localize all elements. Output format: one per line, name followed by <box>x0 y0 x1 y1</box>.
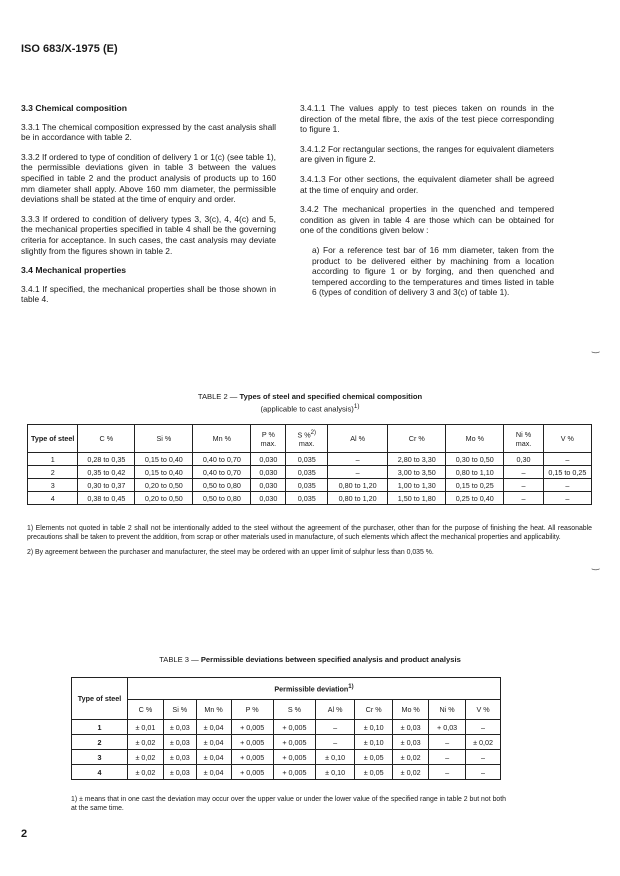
table2-header-mn: Mn % <box>193 425 251 453</box>
table3-footnote-1: 1) ± means that in one cast the deviation may occur over the upper value or under the lower value of the specified range in table 2 but not both at the same time. <box>71 796 506 812</box>
paragraph-3-4-1: 3.4.1 If specified, the mechanical properties shall be those shown in table 4. <box>21 283 276 305</box>
document-header: ISO 683/X-1975 (E) <box>21 43 118 55</box>
table3-footnotes <box>71 795 506 819</box>
right-column <box>300 103 554 307</box>
table2-header-v: V % <box>543 425 591 453</box>
table3-header-group: Permissible deviation$^{1)}$ <box>128 678 501 700</box>
paragraph-3-3-2: 3.3.2 If ordered to type of condition of delivery 1 or 1(c) (see table 1), the permissible deviations given in table 3 between the values specified in table 2 and the product analysis of products up to 160 mm diameter shall apply. Above 160 mm diameter, the permissible deviations shall be stated at the time of enquiry and order. <box>21 151 276 205</box>
table3-caption: TABLE 3 — Permissible deviations between specified analysis and product analysis <box>159 655 461 664</box>
paragraph-3-3-3: 3.3.3 If ordered to condition of delivery types 3, 3(c), 4, 4(c) and 5, the mechanical properties specified in table 4 shall be the governing criteria for acceptance. In such cases, the cast analysis may deviate slightly from the figures shown in table 2. <box>21 213 276 256</box>
table3 <box>71 677 501 780</box>
table2-header-si: Si % <box>135 425 193 453</box>
table-row: 3 0,30 to 0,37 0,20 to 0,50 0,50 to 0,80 0,030 0,035 0,80 to 1,20 1,00 to 1,30 0,15 to 0,25 – – <box>28 479 592 492</box>
table3-header-type: Type of steel <box>72 678 128 720</box>
paragraph-3-4-1-2: 3.4.1.2 For rectangular sections, the ranges for equivalent diameters are given in figure 2. <box>300 143 554 165</box>
table2 <box>27 424 592 505</box>
table-row: 3 ± 0,02 ± 0,03 ± 0,04 + 0,005 + 0,005 ± 0,10 ± 0,05 ± 0,02 – – <box>72 750 501 765</box>
table2-header-c: C % <box>78 425 135 453</box>
table-row: 1 ± 0,01 ± 0,03 ± 0,04 + 0,005 + 0,005 – ± 0,10 ± 0,03 + 0,03 – <box>72 720 501 735</box>
margin-mark: ‿ <box>592 343 600 353</box>
table2-header-ni: Ni % max. <box>504 425 543 453</box>
table2-header-cr: Cr % <box>388 425 446 453</box>
paragraph-3-3-1: 3.3.1 The chemical composition expressed by the cast analysis shall be in accordance with table 2. <box>21 121 276 143</box>
table2-footnotes <box>27 524 592 563</box>
table2-header-s: S %$^{2)}$ max. <box>286 425 328 453</box>
paragraph-3-4-1-1: 3.4.1.1 The values apply to test pieces taken on rounds in the direction of the metal fibre, the axis of the test piece corresponding to figure 1. <box>300 103 554 135</box>
section-heading-chemical-composition: 3.3 Chemical composition <box>21 103 128 113</box>
table-row: 2 ± 0,02 ± 0,03 ± 0,04 + 0,005 + 0,005 – ± 0,10 ± 0,03 – ± 0,02 <box>72 735 501 750</box>
section-heading-mechanical-properties: 3.4 Mechanical properties <box>21 265 127 276</box>
paragraph-3-4-2-a: a) For a reference test bar of 16 mm diameter, taken from the product to be delivered either by machining from a location according to figure 1 or by forging, and then quenched and tempered according to the temperatures and times listed in table 6 (types of condition of delivery 3 and 3(c) of table 1). <box>312 244 554 298</box>
table3-header-row-1 <box>72 678 501 700</box>
table2-footnote-2: 2) By agreement between the purchaser and manufacturer, the steel may be ordered with an upper limit of sulphur less than 0,035 %. <box>27 549 434 556</box>
table2-subtitle: (applicable to cast analysis) <box>260 404 354 414</box>
table3-title: Permissible deviations between specified analysis and product analysis <box>200 655 461 664</box>
table2-caption: TABLE 2 — Types of steel and specified chemical composition (applicable to cast analysis)$^{1)}$ <box>197 392 423 414</box>
table2-header-p: P % max. <box>251 425 286 453</box>
table2-header-type: Type of steel <box>28 425 78 453</box>
page-number: 2 <box>21 828 28 840</box>
table-row: 4 ± 0,02 ± 0,03 ± 0,04 + 0,005 + 0,005 ± 0,10 ± 0,05 ± 0,02 – – <box>72 765 501 780</box>
table3-header-row-2: C % Si % Mn % P % S % Al % Cr % Mo % Ni % V % <box>72 700 501 720</box>
table2-header-row <box>28 425 592 453</box>
table-row: 1 0,28 to 0,35 0,15 to 0,40 0,40 to 0,70 0,030 0,035 – 2,80 to 3,30 0,30 to 0,50 0,30 – <box>28 453 592 466</box>
table2-title: Types of steel and specified chemical composition <box>239 392 423 401</box>
table-row: 4 0,38 to 0,45 0,20 to 0,50 0,50 to 0,80 0,030 0,035 0,80 to 1,20 1,50 to 1,80 0,25 to 0,40 – – <box>28 492 592 505</box>
table2-header-mo: Mo % <box>446 425 504 453</box>
margin-mark: ‿ <box>592 560 600 570</box>
paragraph-3-4-2: 3.4.2 The mechanical properties in the quenched and tempered condition as given in table 4 are those which can be obtained for one of the conditions given below : <box>300 204 554 236</box>
left-column <box>21 103 276 314</box>
table2-footnote-1: 1) Elements not quoted in table 2 shall not be intentionally added to the steel without the agreement of the purchaser, other than for the purpose of finishing the heat. All reasonable precautions shall be taken to prevent the addition, from scrap or other materials used in manufacture, of such elements which affect the mechanical properties and applicability. <box>27 525 592 541</box>
table2-header-al: Al % <box>328 425 388 453</box>
paragraph-3-4-1-3: 3.4.1.3 For other sections, the equivalent diameter shall be agreed at the time of enquiry and order. <box>300 173 554 195</box>
table-row: 2 0,35 to 0,42 0,15 to 0,40 0,40 to 0,70 0,030 0,035 – 3,00 to 3,50 0,80 to 1,10 – 0,15 to 0,25 <box>28 466 592 479</box>
